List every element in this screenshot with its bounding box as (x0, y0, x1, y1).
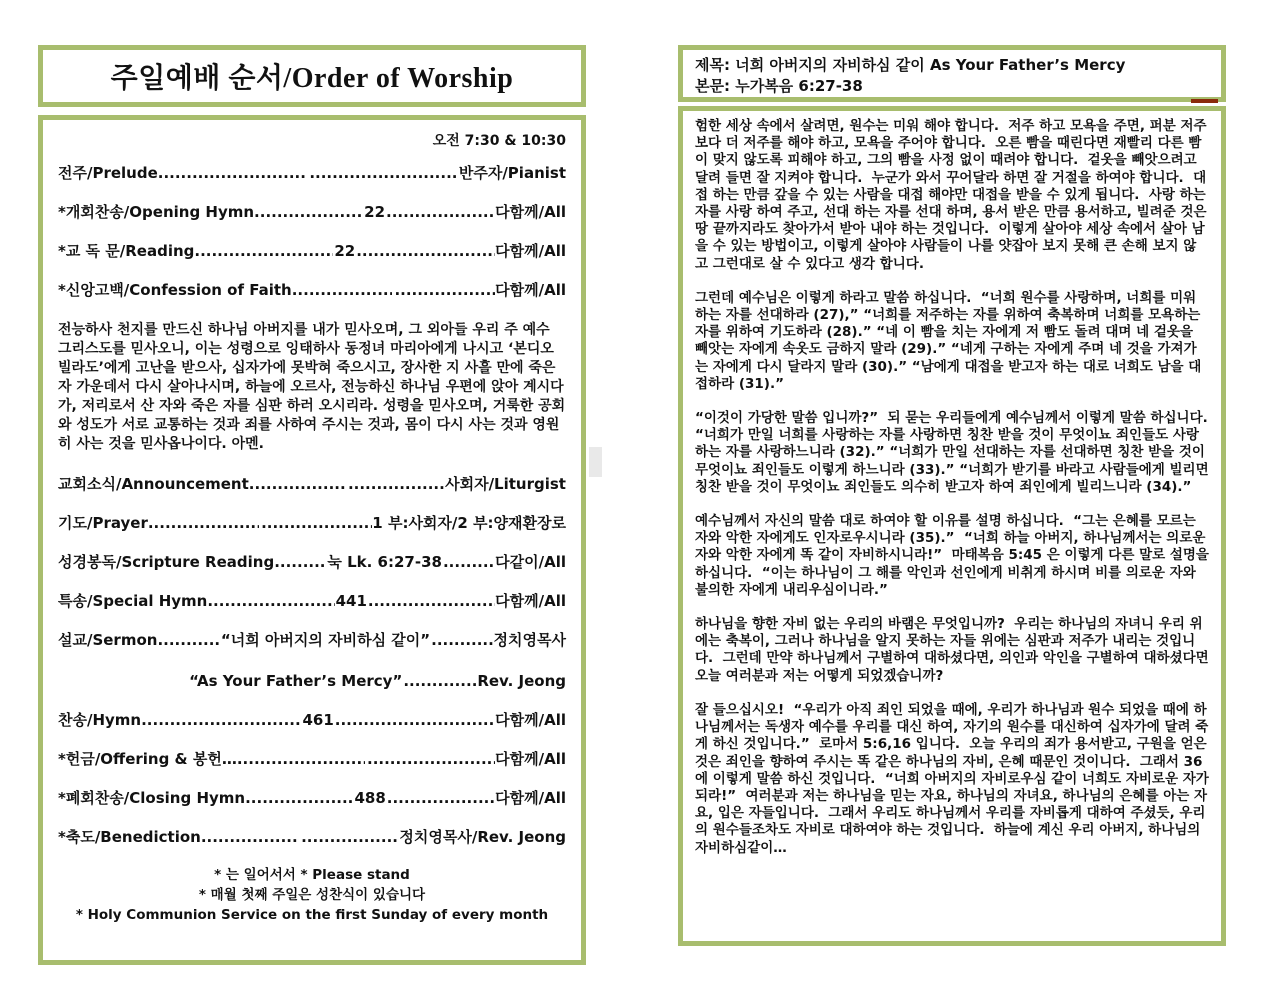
order-item-sermon-english (58, 672, 566, 690)
sermon-title-line: 제목: 너희 아버지의 자비하심 같이 As Your Father’s Mercy (695, 56, 1126, 74)
order-item-label: 교회소식/Announcement (58, 475, 249, 493)
footer-note-please-stand: * 는 일어서서 * Please stand (214, 867, 410, 883)
order-item-performer: 다함께/All (495, 203, 566, 221)
order-item-prelude (58, 164, 566, 182)
order-item-performer: 다함께/All (495, 750, 566, 768)
order-item-performer: 사회자/Liturgist (445, 475, 566, 493)
leader-dots (201, 828, 299, 846)
leader-dots (261, 514, 372, 532)
order-item-sermon (58, 631, 566, 649)
leader-dots (292, 281, 393, 299)
order-item-performer: 다함께/All (495, 789, 566, 807)
order-item-label: 특송/Special Hymn (58, 592, 208, 610)
leader-dots (148, 514, 259, 532)
order-item-reading (58, 242, 566, 260)
leader-dots (335, 711, 495, 729)
order-item-benediction (58, 828, 566, 846)
apostles-creed-text: 전능하사 천지를 만드신 하나님 아버지를 내가 믿사오며, 그 외아들 우리 주 예수 그리스도를 믿사오니, 이는 성령으로 잉태하사 동정녀 마리아에게 나시고 ‘본디오 빌라도’에게 고난을 받으사, 십자가에 못박혀 죽으시고, 장사한 지 사흘 만에 죽은 자 가운데서 다시 살아나시며, 하늘에 오르사, 전능하신 하나님 우편에 앉아 계시다가, 저리로서 산 자와 죽은 자를 심판 하러 오시리라. 성령을 믿사오며, 거룩한 공회와 성도가 서로 교통하는 것과 죄를 사하여 주시는 것과, 몸이 다시 사는 것과 영원히 사는 것을 믿사옵나이다. 아멘. (58, 322, 566, 452)
order-item-number: 22 (364, 203, 386, 221)
order-item-label: *헌금/Offering & 봉헌… (58, 750, 237, 768)
order-item-number: 461 (302, 711, 334, 729)
order-item-confession (58, 281, 566, 299)
order-item-label: 기도/Prayer (58, 514, 148, 532)
page-title: 주일예배 순서/Order of Worship (110, 63, 514, 94)
order-item-label: 설교/Sermon (58, 631, 158, 649)
order-item-label: 찬송/Hymn (58, 711, 142, 729)
order-item-performer: Rev. Jeong (477, 672, 566, 690)
leader-dots (386, 203, 495, 221)
order-item-announcement (58, 475, 566, 493)
leader-dots (254, 203, 363, 221)
sermon-paragraph: 험한 세상 속에서 살려면, 원수는 미워 해야 합니다. 저주 하고 모욕을 주면, 퍼분 저주보다 더 저주를 해야 하고, 모욕을 주어야 합니다. 오른 빰을 때린다면 재빨리 다른 빰이 맞지 않도록 피해야 하고, 그의 빰을 사정 없이 때려야 합니다. 겉옷을 빼앗으려고 달려 들면 잘 지켜야 합니다. 누군가 와서 꾸어달라 하면 잘 거절을 하여야 합니다. 대접 하는 만큼 갚을 수 있는 사람을 대접 해야만 대접을 받을 수 있게 됩니다. 사랑 하는 자를 사랑 하여 주고, 선대 하는 자를 선대 하며, 용서 받은 만큼 용서하고, 빌려준 것은 땅 끝까지라도 찾아가서 받아 내야 하는 것입니다. 이렇게 살아야 세상 속에서 살아 남을 수 있는 방법이고, 이렇게 살아야 사람들이 나를 얏잡아 보지 못해 큰 손해 보지 않고 그런대로 살 수 있다고 생각 합니다. (695, 118, 1212, 272)
leader-dots (194, 242, 333, 260)
footer-note-communion-korean: * 매월 첫째 주일은 성찬식이 있습니다 (198, 887, 426, 903)
bulletin-footer-notes (58, 865, 566, 925)
order-item-performer: 반주자/Pianist (458, 164, 566, 182)
order-item-performer: 1 부:사회자/2 부:양재환장로 (372, 514, 566, 532)
order-item-number: 22 (334, 242, 356, 260)
red-dash-mark (1191, 99, 1218, 103)
order-item-closing-hymn (58, 789, 566, 807)
order-item-hymn (58, 711, 566, 729)
order-item-label: *축도/Benediction (58, 828, 201, 846)
order-of-worship-body-box (38, 115, 586, 965)
order-item-performer: 다같이/All (495, 553, 566, 571)
order-item-number: 488 (354, 789, 386, 807)
leader-dots (431, 631, 493, 649)
sermon-paragraph: 잘 들으십시오! “우리가 아직 죄인 되었을 때에, 우리가 하나님과 원수 되었을 때에 하나님께서는 독생자 예수를 우리를 대신 하여, 자기의 원수를 대신하여 십자가에 달려 죽게 하신 것입니다.” 로마서 5:6,16 입니다. 오늘 우리의 죄가 용서받고, 구원을 얻은 것은 죄인을 향하여 주시는 똑 같은 하나님의 자비, 은혜 때문인 것이니다. 그래서 36 에 이렇게 말씀 하신 것입니다. “너희 아버지의 자비로우심 같이 너희도 자비로운 자가 되라!” 여러분과 저는 하나님을 믿는 자요, 하나님의 자녀요, 하나님의 은혜를 아는 자요, 입은 자들입니다. 그래서 우리도 하나님께서 우리를 자비롭게 대하여 주셨듯, 우리의 원수들조차도 자비로 대하여야 하는 것입니다. 하늘에 계신 우리 아버지, 하나님의 자비하심같이… (695, 701, 1214, 856)
leader-dots (249, 475, 346, 493)
order-item-performer: 다함께/All (495, 242, 566, 260)
sermon-paragraph: 하나님을 향한 자비 없는 우리의 바램은 무엇입니까? 우리는 하나님의 자녀니 우리 위에는 축복이, 그러나 하나님을 알지 못하는 자들 위에는 심판과 저주가 내리는 것입니다. 그런데 만약 하나님께서 구별하여 대하셨다면, 의인과 악인을 구별하여 대하셨다면 오늘 여러분과 저는 어떻게 되었겠습니까? (695, 616, 1214, 684)
order-item-label: 성경봉독/Scripture Reading (58, 553, 275, 571)
leader-dots (237, 750, 365, 768)
order-item-label: *교 독 문/Reading (58, 242, 195, 260)
order-item-performer: 다함께/All (495, 711, 566, 729)
order-item-scripture-reading (58, 553, 566, 571)
leader-dots (394, 281, 495, 299)
order-item-performer: 다함께/All (495, 281, 566, 299)
sermon-body-box (678, 106, 1226, 946)
order-of-worship-title-box (38, 45, 586, 107)
leader-dots (443, 553, 495, 571)
order-item-prayer (58, 514, 566, 532)
leader-dots (301, 828, 399, 846)
leader-dots (207, 592, 334, 610)
order-item-scripture-ref: 눅 Lk. 6:27-38 (327, 553, 442, 571)
leader-dots (368, 592, 495, 610)
sermon-header-box (678, 45, 1226, 102)
leader-dots (387, 789, 495, 807)
order-item-label: *신앙고백/Confession of Faith (58, 281, 292, 299)
order-item-performer: 정치영목사 (493, 631, 566, 649)
leader-dots (245, 789, 353, 807)
service-time: 오전 7:30 & 10:30 (432, 133, 566, 149)
sermon-paragraph: “이것이 가당한 말씀 입니까?” 되 묻는 우리들에게 예수님께서 이렇게 말씀 하십니다. “너희가 만일 너희를 사랑하는 자를 사랑하면 칭찬 받을 것이 무엇이뇨 죄인들도 사랑하는 자를 사랑하느니라 (32).” “너희가 만일 선대하는 자를 선대하면 칭찬 받을 것이 무엇이뇨 죄인들도 이렇게 하느니라 (33).” “너희가 받기를 바라고 사람들에게 빌리면 칭찬 받을 것이 무엇이뇨 죄인들도 의수히 받고자 하여 죄인에게 빌리느니라 (34).” (695, 410, 1218, 495)
order-item-label: 전주/Prelude (58, 164, 158, 182)
leader-dots (356, 242, 495, 260)
leader-dots (403, 672, 477, 690)
order-item-label: *개회찬송/Opening Hymn (58, 203, 255, 221)
sermon-paragraph: 예수님께서 자신의 말씀 대로 하여야 할 이유를 설명 하십니다. “그는 은혜를 모르는 자와 악한 자에게도 인자로우시니라 (35).” “너희 하늘 아버지, 하나님께서는 의로운 자와 악한 자에게 똑 같이 자비하시니라!” 마태복음 5:45 은 이렇게 다른 말로 설명을 하십니다. “이는 하나님이 그 해를 악인과 선인에게 비취게 하시며 비를 의로운 자와 불의한 자에게 내리우심이니라.” (695, 513, 1214, 598)
order-item-label: *폐회찬송/Closing Hymn (58, 789, 246, 807)
order-item-offering (58, 750, 566, 768)
order-item-number: 441 (335, 592, 367, 610)
order-item-performer: 정치영목사/Rev. Jeong (399, 828, 566, 846)
sermon-title-korean: “너희 아버지의 자비하심 같이” (220, 631, 431, 649)
leader-dots (274, 553, 326, 571)
leader-dots (367, 750, 495, 768)
leader-dots (309, 164, 459, 182)
footer-note-communion-english: * Holy Communion Service on the first Sunday of every month (75, 907, 549, 923)
order-item-performer: 다함께/All (495, 592, 566, 610)
sermon-paragraph: 그런데 예수님은 이렇게 하라고 말씀 하십니다. “너희 원수를 사랑하며, 너희를 미워하는 자를 선대하라 (27),” “너희를 저주하는 자를 위하여 축복하며 너희를 모욕하는 자를 위하여 기도하라 (28).” “네 이 빰을 치는 자에게 저 빰도 돌려 대며 네 겉옷을 빼앗는 자에게 속옷도 금하지 말라 (29).” “네게 구하는 자에게 주며 네 것을 가져가는 자에게 다시 달라지 말라 (30).” “남에게 대접을 받고자 하는 대로 너희도 남을 대접하라 (31).” (695, 289, 1205, 392)
sermon-scripture-line: 본문: 누가복음 6:27-38 (695, 77, 863, 95)
leader-dots (348, 475, 445, 493)
order-item-special-hymn (58, 592, 566, 610)
leader-dots (141, 711, 301, 729)
sermon-title-english: “As Your Father’s Mercy” (189, 672, 403, 690)
leader-dots (157, 631, 219, 649)
gray-tab-artifact (589, 447, 602, 477)
order-item-opening-hymn (58, 203, 566, 221)
leader-dots (158, 164, 308, 182)
